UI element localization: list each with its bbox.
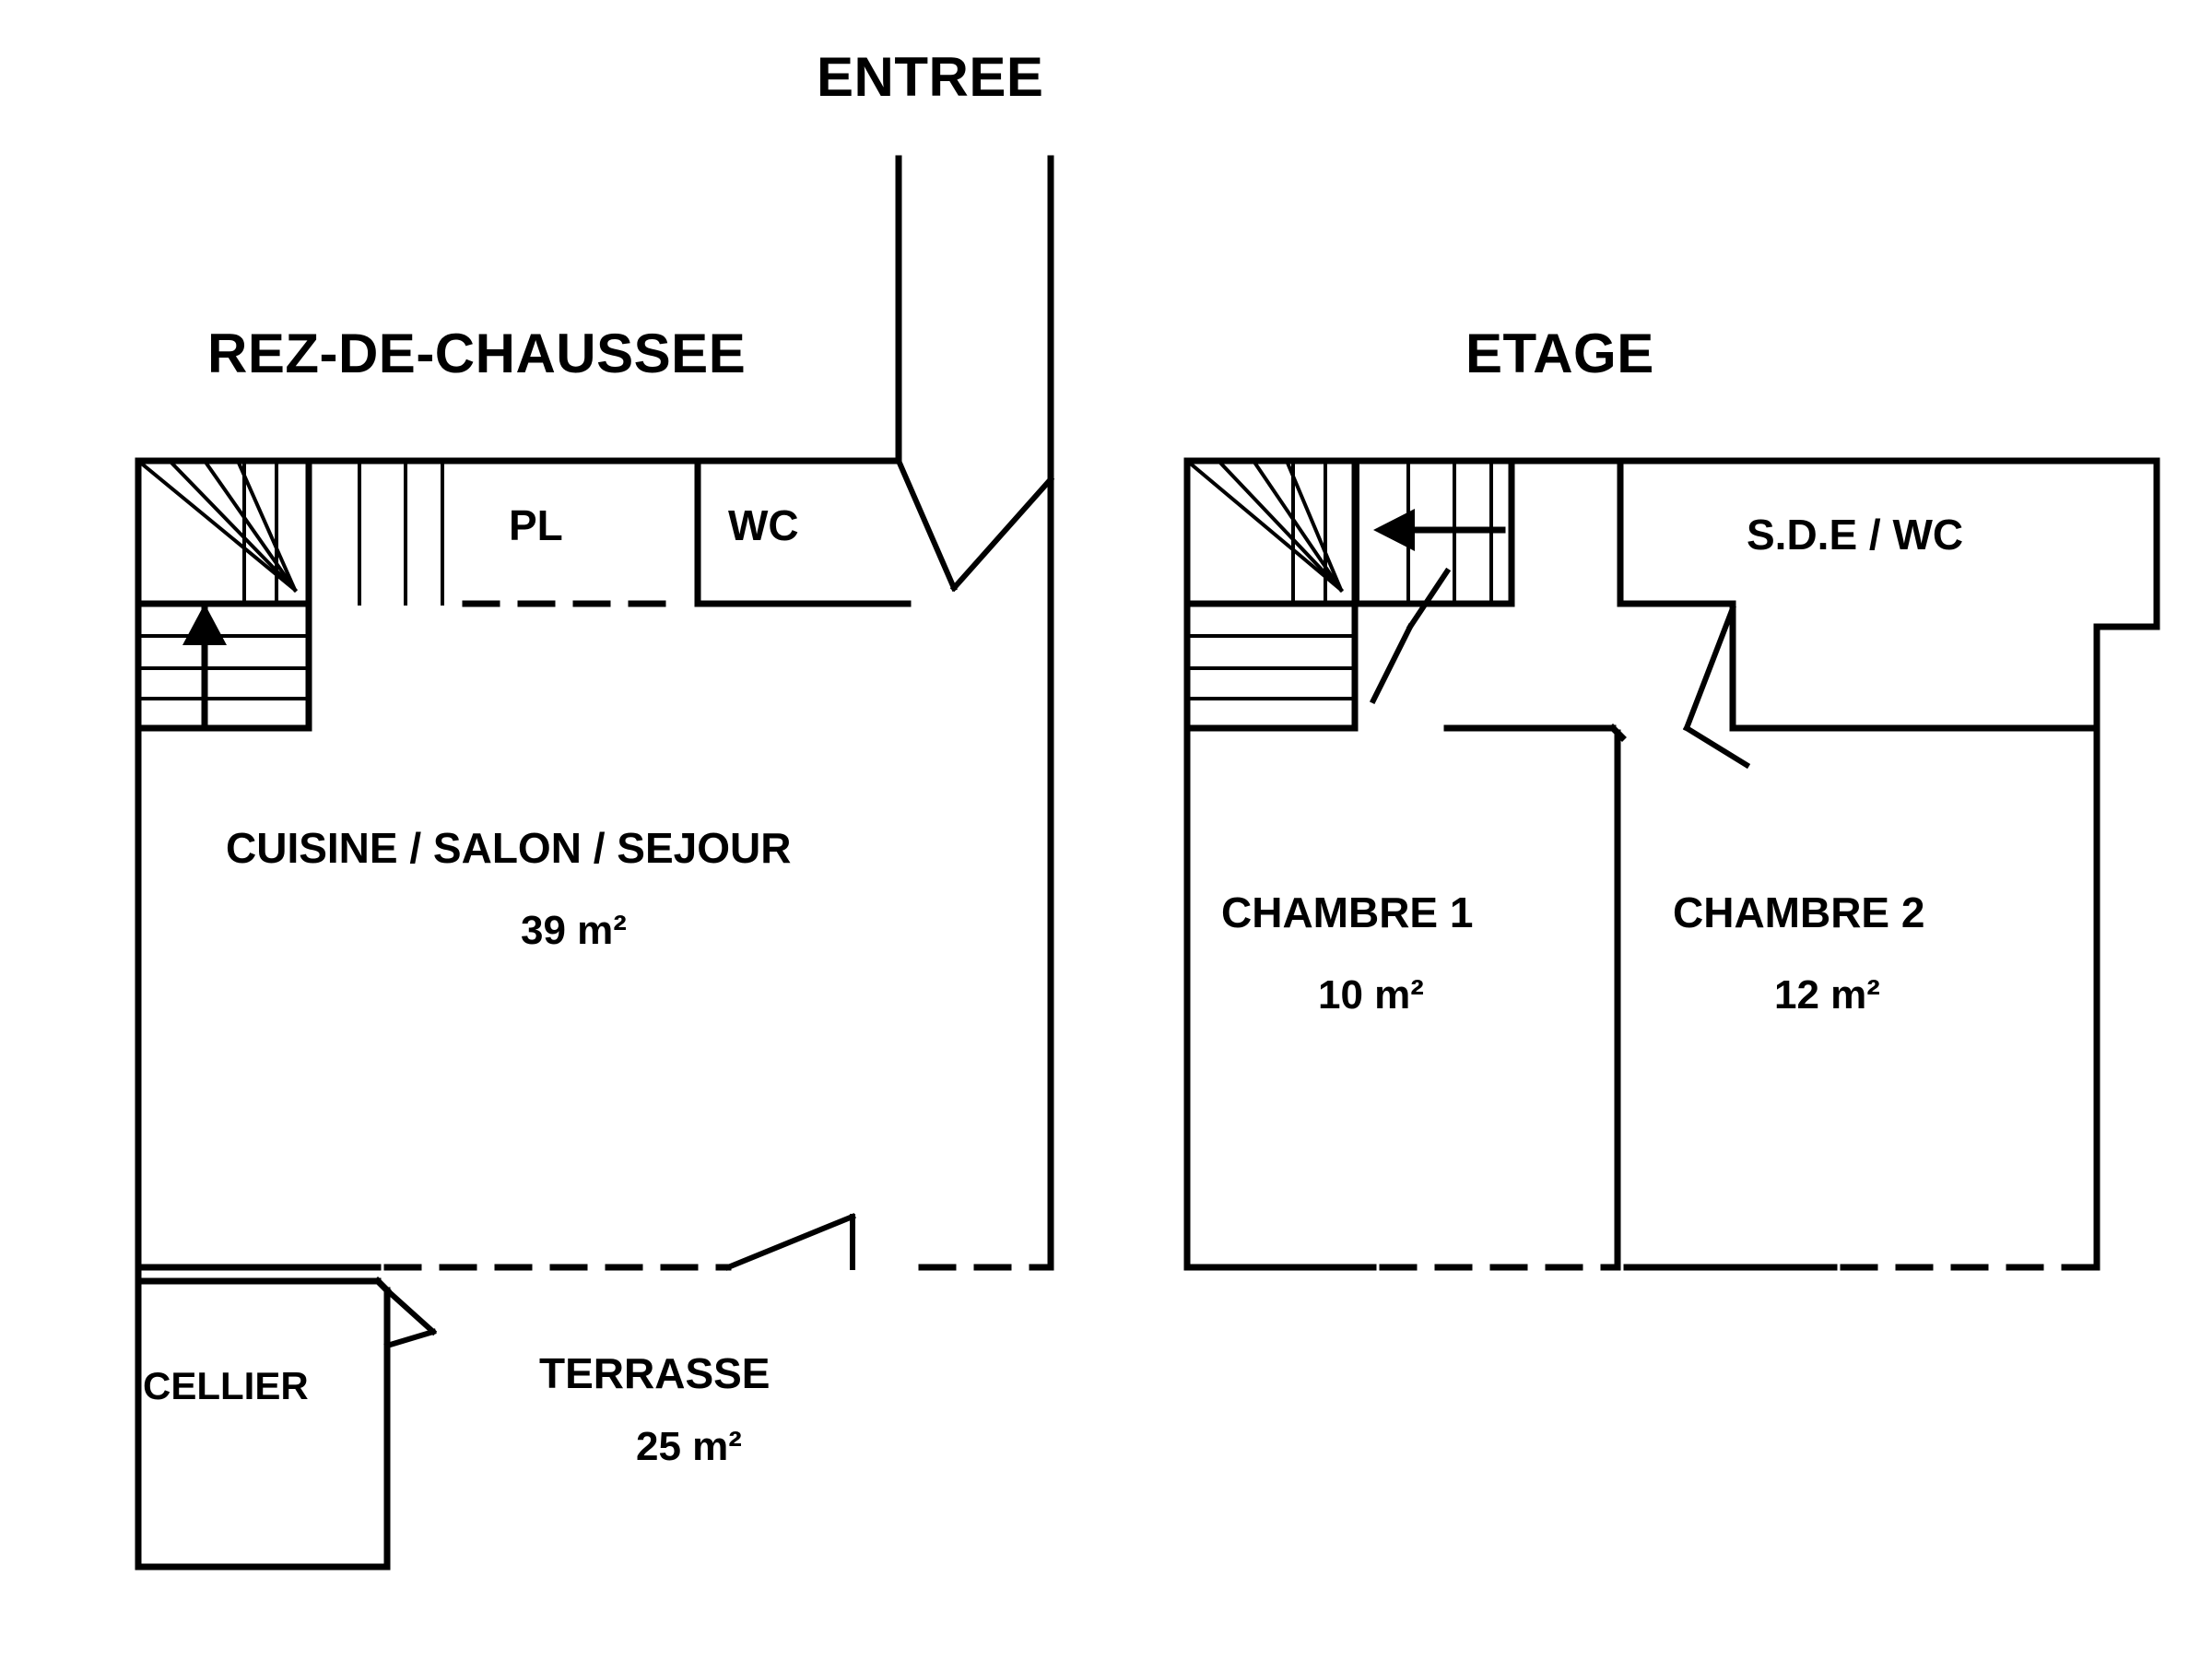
room-label-chambre-1: CHAMBRE 1 xyxy=(1221,888,1474,936)
room-label-wc: WC xyxy=(728,501,799,549)
entrance-label: ENTREE xyxy=(817,46,1044,108)
room-area-chambre-1: 10 m² xyxy=(1318,972,1424,1018)
room-label-sde-wc: S.D.E / WC xyxy=(1747,511,1964,559)
room-label-terrasse: TERRASSE xyxy=(539,1349,771,1397)
room-area-chambre-2: 12 m² xyxy=(1774,972,1880,1018)
room-label-cellier: CELLIER xyxy=(143,1364,309,1407)
upper-floor-title: ETAGE xyxy=(1465,323,1654,384)
room-area-terrasse: 25 m² xyxy=(636,1424,742,1469)
upper-floor-walls xyxy=(1187,461,2157,1267)
room-label-chambre-2: CHAMBRE 2 xyxy=(1673,888,1925,936)
room-area-cuisine-salon-sejour: 39 m² xyxy=(521,908,627,953)
ground-floor-title: REZ-DE-CHAUSSEE xyxy=(207,323,747,384)
room-label-placard: PL xyxy=(509,501,563,549)
room-label-cuisine-salon-sejour: CUISINE / SALON / SEJOUR xyxy=(226,824,792,872)
